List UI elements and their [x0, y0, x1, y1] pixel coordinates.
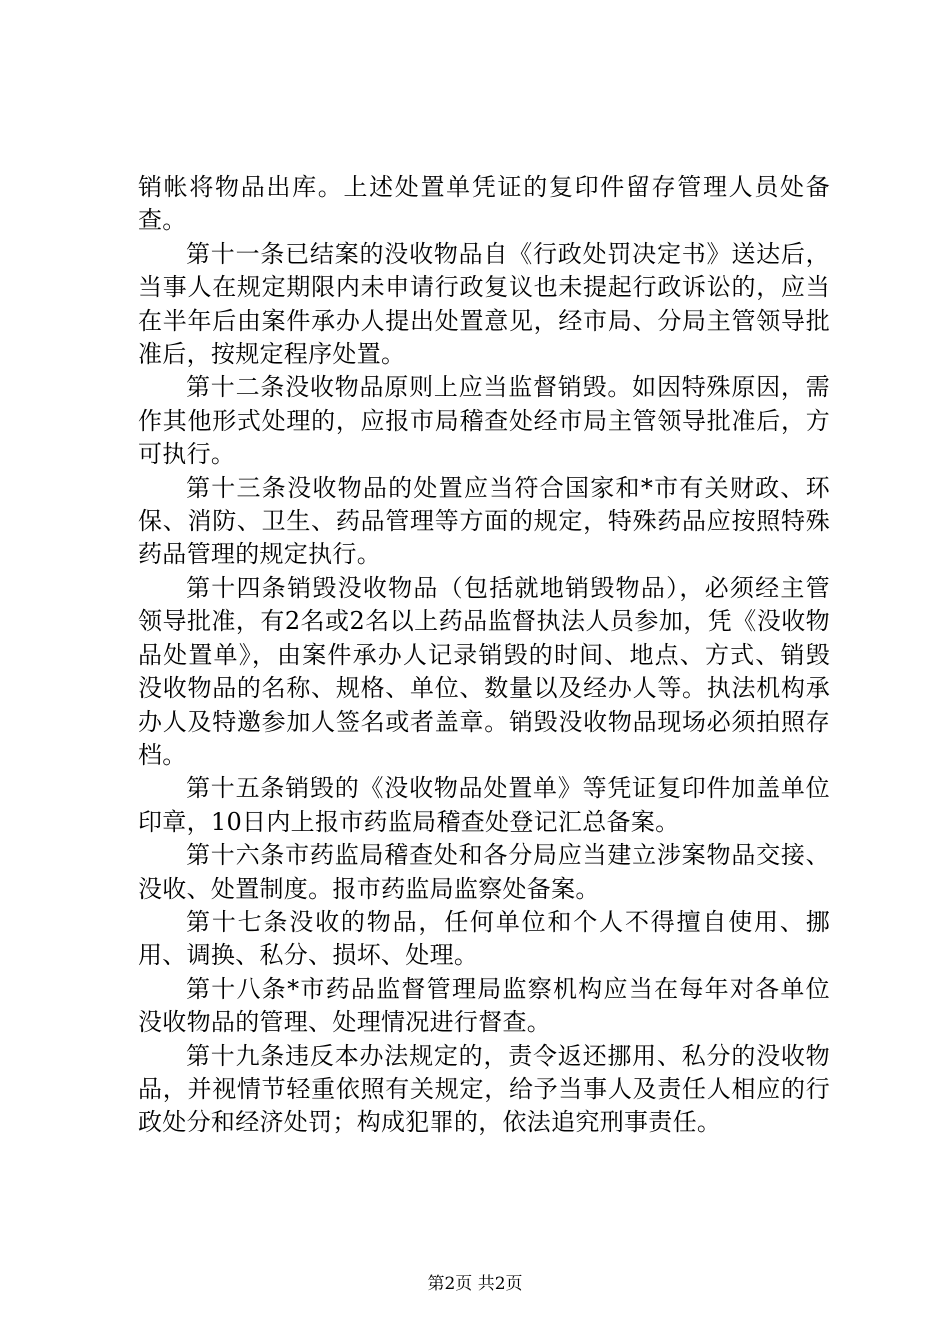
paragraph-article-16: 第十六条市药监局稽查处和各分局应当建立涉案物品交接、没收、处置制度。报市药监局监察处备案。 — [138, 841, 830, 903]
page-number-footer: 第2页 共2页 — [427, 1274, 523, 1294]
paragraph-article-12: 第十二条没收物品原则上应当监督销毁。如因特殊原因，需作其他形式处理的，应报市局稽查处经市局主管领导批准后，方可执行。 — [138, 373, 830, 469]
paragraph-article-19: 第十九条违反本办法规定的，责令返还挪用、私分的没收物品，并视情节轻重依照有关规定，给予当事人及责任人相应的行政处分和经济处罚；构成犯罪的，依法追究刑事责任。 — [138, 1041, 830, 1137]
paragraph-article-13: 第十三条没收物品的处置应当符合国家和*市有关财政、环保、消防、卫生、药品管理等方面的规定，特殊药品应按照特殊药品管理的规定执行。 — [138, 473, 830, 569]
paragraph-article-15: 第十五条销毁的《没收物品处置单》等凭证复印件加盖单位印章，10日内上报市药监局稽查处登记汇总备案。 — [138, 774, 830, 836]
paragraph-continuation: 销帐将物品出库。上述处置单凭证的复印件留存管理人员处备查。 — [138, 173, 830, 235]
paragraph-article-18: 第十八条*市药品监督管理局监察机构应当在每年对各单位没收物品的管理、处理情况进行督查。 — [138, 974, 830, 1037]
paragraph-article-14: 第十四条销毁没收物品（包括就地销毁物品），必须经主管领导批准，有2名或2名以上药品监督执法人员参加，凭《没收物品处置单》，由案件承办人记录销毁的时间、地点、方式、销毁没收物品的名称、规格、单位、数量以及经办人等。执法机构承办人及特邀参加人签名或者盖章。销毁没收物品现场必须拍照存档。 — [138, 573, 830, 769]
document-body — [138, 171, 830, 1140]
paragraph-article-17: 第十七条没收的物品，任何单位和个人不得擅自使用、挪用、调换、私分、损坏、处理。 — [138, 907, 830, 970]
paragraph-article-11: 第十一条已结案的没收物品自《行政处罚决定书》送达后，当事人在规定期限内未申请行政复议也未提起行政诉讼的，应当在半年后由案件承办人提出处置意见，经市局、分局主管领导批准后，按规定程序处置。 — [138, 239, 830, 369]
